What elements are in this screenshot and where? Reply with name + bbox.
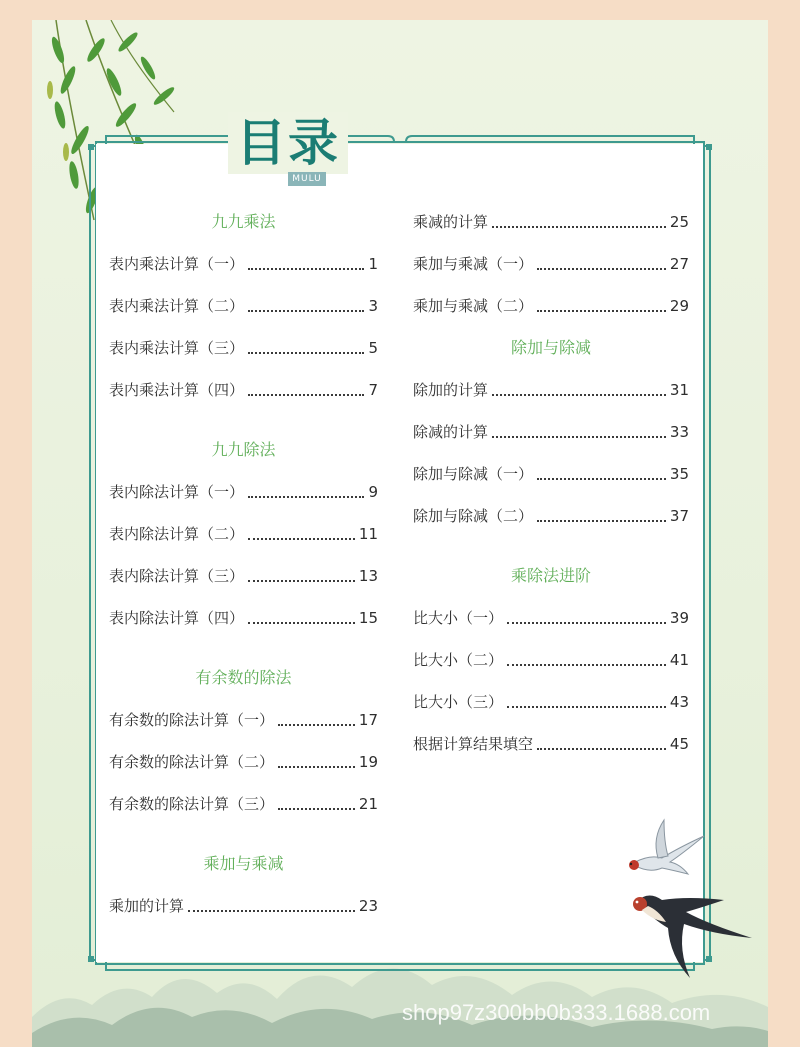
toc-entry-page-number: 45 bbox=[669, 735, 689, 753]
toc-entry-label: 比大小（三） bbox=[413, 693, 504, 711]
toc-entry[interactable] bbox=[413, 692, 689, 712]
toc-entry-page-number: 15 bbox=[358, 609, 378, 627]
toc-entry-label: 除减的计算 bbox=[413, 423, 489, 441]
toc-entry-page-number: 1 bbox=[368, 255, 378, 273]
section-heading: 除加与除减 bbox=[510, 338, 591, 357]
dot-leader bbox=[537, 748, 666, 750]
toc-entry-label: 除加与除减（二） bbox=[413, 507, 534, 525]
section-heading: 九九乘法 bbox=[211, 212, 276, 231]
dot-leader bbox=[537, 268, 666, 270]
toc-entry-page-number: 23 bbox=[358, 897, 378, 915]
page-title: 目录 bbox=[228, 112, 348, 174]
toc-entry[interactable] bbox=[109, 338, 378, 358]
toc-entry-page-number: 27 bbox=[669, 255, 689, 273]
toc-entry-label: 根据计算结果填空 bbox=[413, 735, 534, 753]
toc-entry-page-number: 31 bbox=[669, 381, 689, 399]
toc-entry[interactable] bbox=[109, 608, 378, 628]
toc-entry[interactable] bbox=[109, 380, 378, 400]
toc-entry-page-number: 3 bbox=[368, 297, 378, 315]
toc-entry-label: 比大小（二） bbox=[413, 651, 504, 669]
toc-entry[interactable] bbox=[413, 608, 689, 628]
toc-entry[interactable] bbox=[413, 296, 689, 316]
toc-entry-page-number: 5 bbox=[368, 339, 378, 357]
dot-leader bbox=[507, 706, 666, 708]
toc-entry-label: 乘加的计算 bbox=[109, 897, 185, 915]
toc-entry-page-number: 25 bbox=[669, 213, 689, 231]
toc-entry-page-number: 21 bbox=[358, 795, 378, 813]
toc-entry[interactable] bbox=[109, 254, 378, 274]
toc-entry-label: 表内除法计算（二） bbox=[109, 525, 245, 543]
dot-leader bbox=[278, 766, 355, 768]
toc-entry-page-number: 33 bbox=[669, 423, 689, 441]
toc-entry[interactable] bbox=[413, 380, 689, 400]
dot-leader bbox=[248, 310, 364, 312]
dot-leader bbox=[188, 910, 355, 912]
toc-entry-page-number: 13 bbox=[358, 567, 378, 585]
dot-leader bbox=[248, 394, 364, 396]
title-subtitle: MULU bbox=[288, 172, 326, 186]
toc-entry[interactable] bbox=[413, 650, 689, 670]
toc-entry-label: 除加与除减（一） bbox=[413, 465, 534, 483]
toc-entry-page-number: 29 bbox=[669, 297, 689, 315]
dot-leader bbox=[248, 352, 364, 354]
toc-entry-label: 表内乘法计算（二） bbox=[109, 297, 245, 315]
section-heading: 乘除法进阶 bbox=[510, 566, 591, 585]
toc-entry[interactable] bbox=[109, 482, 378, 502]
toc-entry-page-number: 11 bbox=[358, 525, 378, 543]
toc-entry[interactable] bbox=[109, 524, 378, 544]
watermark-text: shop97z300bb0b333.1688.com bbox=[402, 1000, 711, 1025]
dot-leader bbox=[507, 622, 666, 624]
dot-leader bbox=[278, 808, 355, 810]
toc-entry-label: 乘减的计算 bbox=[413, 213, 489, 231]
toc-entry[interactable] bbox=[413, 506, 689, 526]
toc-entry-label: 乘加与乘减（二） bbox=[413, 297, 534, 315]
toc-entry-label: 表内除法计算（四） bbox=[109, 609, 245, 627]
toc-entry[interactable] bbox=[109, 710, 378, 730]
toc-entry-page-number: 41 bbox=[669, 651, 689, 669]
dot-leader bbox=[248, 580, 355, 582]
toc-entry-label: 有余数的除法计算（三） bbox=[109, 795, 275, 813]
toc-entry[interactable] bbox=[109, 896, 378, 916]
toc-entry-page-number: 39 bbox=[669, 609, 689, 627]
dot-leader bbox=[537, 520, 666, 522]
dot-leader bbox=[537, 310, 666, 312]
section-heading: 乘加与乘减 bbox=[203, 854, 284, 873]
toc-entry-page-number: 37 bbox=[669, 507, 689, 525]
dot-leader bbox=[248, 622, 355, 624]
toc-entry-page-number: 43 bbox=[669, 693, 689, 711]
toc-entry-page-number: 35 bbox=[669, 465, 689, 483]
toc-entry-page-number: 9 bbox=[368, 483, 378, 501]
toc-entry-label: 有余数的除法计算（二） bbox=[109, 753, 275, 771]
toc-entry-label: 除加的计算 bbox=[413, 381, 489, 399]
section-heading: 九九除法 bbox=[211, 440, 276, 459]
dot-leader bbox=[492, 394, 666, 396]
toc-entry-label: 表内除法计算（一） bbox=[109, 483, 245, 501]
toc-entry[interactable] bbox=[413, 734, 689, 754]
swallow-illustration bbox=[628, 880, 754, 980]
dot-leader bbox=[248, 538, 355, 540]
toc-entry-page-number: 19 bbox=[358, 753, 378, 771]
section-heading: 有余数的除法 bbox=[195, 668, 292, 687]
title-block bbox=[228, 112, 348, 182]
toc-entry[interactable] bbox=[413, 254, 689, 274]
dot-leader bbox=[492, 436, 666, 438]
dot-leader bbox=[248, 268, 364, 270]
toc-entry-label: 表内乘法计算（一） bbox=[109, 255, 245, 273]
toc-entry-label: 有余数的除法计算（一） bbox=[109, 711, 275, 729]
swallow-illustration bbox=[618, 818, 708, 888]
dot-leader bbox=[278, 724, 355, 726]
toc-entry[interactable] bbox=[413, 422, 689, 442]
toc-entry[interactable] bbox=[413, 212, 689, 232]
toc-entry-label: 表内乘法计算（四） bbox=[109, 381, 245, 399]
toc-entry[interactable] bbox=[109, 752, 378, 772]
toc-entry[interactable] bbox=[109, 794, 378, 814]
dot-leader bbox=[248, 496, 364, 498]
toc-entry-label: 表内除法计算（三） bbox=[109, 567, 245, 585]
toc-entry-page-number: 17 bbox=[358, 711, 378, 729]
toc-entry-label: 乘加与乘减（一） bbox=[413, 255, 534, 273]
toc-entry[interactable] bbox=[413, 464, 689, 484]
toc-entry[interactable] bbox=[109, 296, 378, 316]
dot-leader bbox=[507, 664, 666, 666]
dot-leader bbox=[537, 478, 666, 480]
toc-entry[interactable] bbox=[109, 566, 378, 586]
toc-entry-label: 比大小（一） bbox=[413, 609, 504, 627]
toc-entry-label: 表内乘法计算（三） bbox=[109, 339, 245, 357]
toc-entry-page-number: 7 bbox=[368, 381, 378, 399]
dot-leader bbox=[492, 226, 666, 228]
